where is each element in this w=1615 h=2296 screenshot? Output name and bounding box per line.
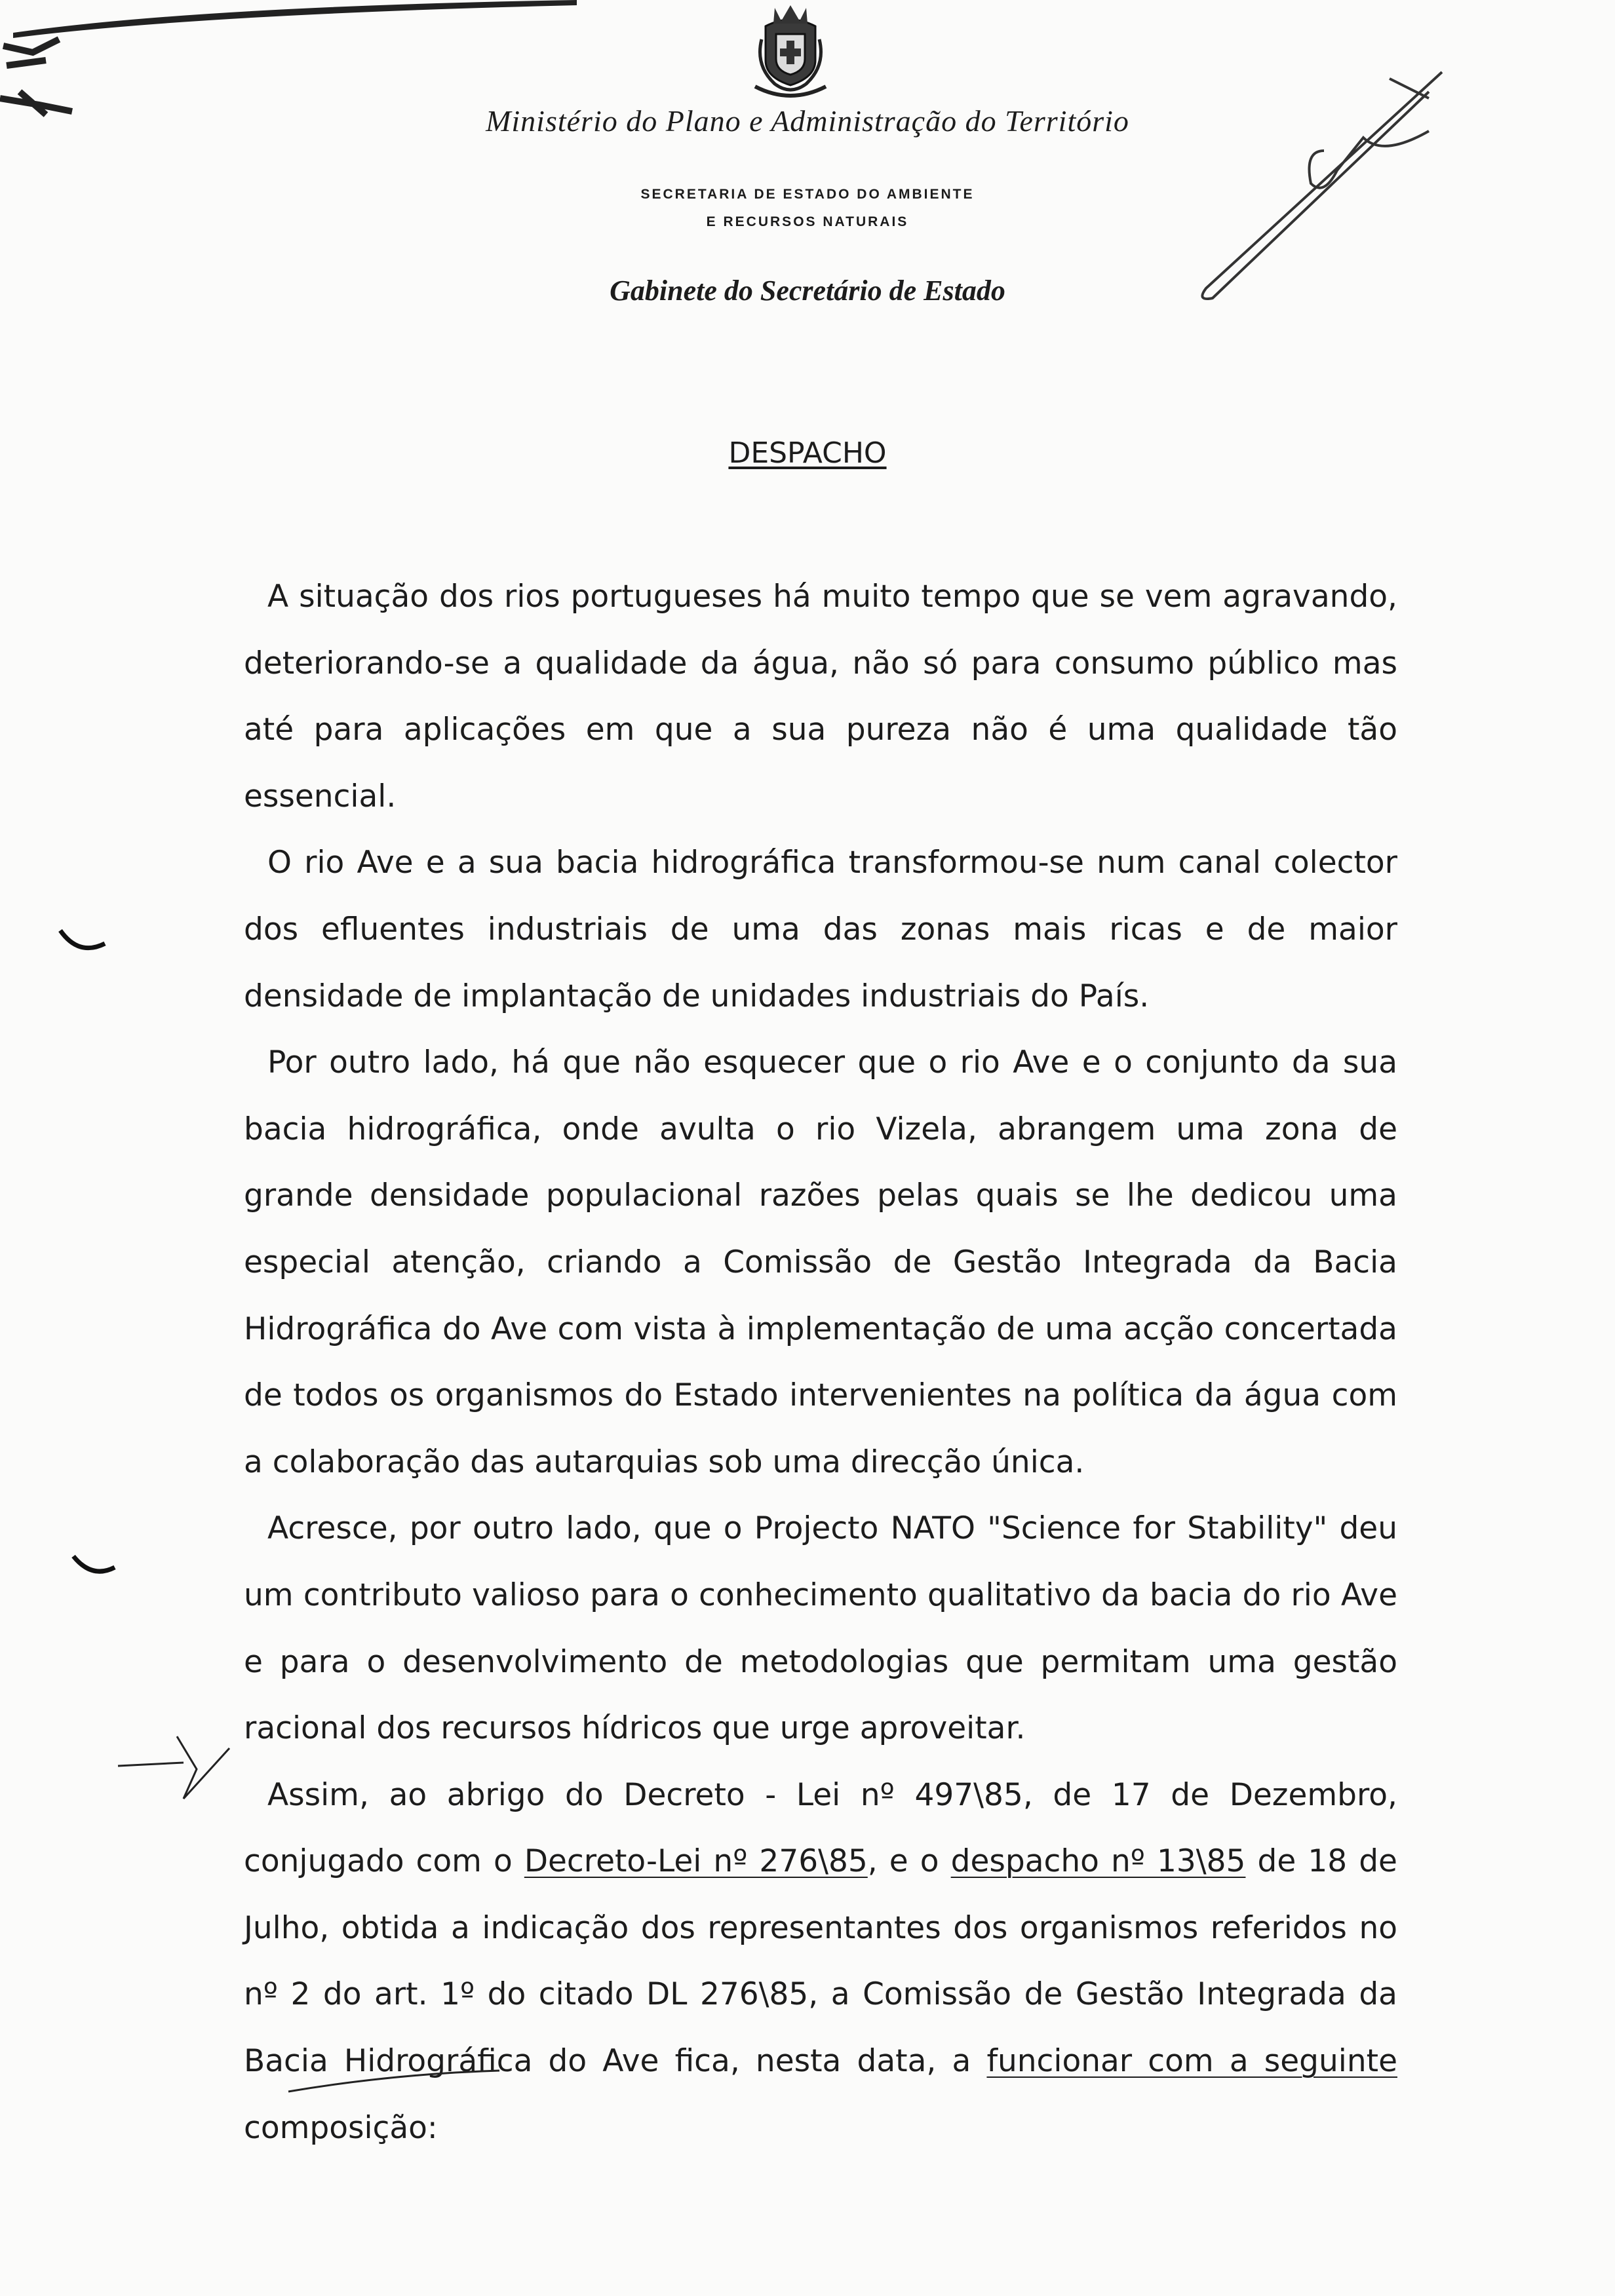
- paragraph-1: A situação dos rios portugueses há muito tempo que se vem agravando, deteriorando-se a qualidade da água, não só para consumo público mas até para aplicações em que a sua pureza não é uma qualidade tão essencial.: [244, 579, 1397, 814]
- document-title: DESPACHO: [728, 436, 887, 470]
- document-body: [244, 564, 1397, 2161]
- margin-arrow: [118, 1736, 229, 1799]
- paragraph-2: O rio Ave e a sua bacia hidrográfica transformou-se num canal colector dos efluentes industriais de uma das zonas mais ricas e de maior densidade de implantação de unidades industriais do País.: [244, 845, 1397, 1014]
- margin-hook-1: [60, 930, 105, 948]
- secretaria-line-2: E RECURSOS NATURAIS: [706, 214, 909, 229]
- p5-despacho-ref: despacho nº 13\85: [950, 1843, 1246, 1880]
- coat-of-arms-icon: [742, 0, 839, 98]
- ministry-name: Ministério do Plano e Administração do Território: [486, 104, 1129, 138]
- secretaria-line-1: SECRETARIA DE ESTADO DO AMBIENTE: [640, 187, 975, 202]
- p5-decree-ref: Decreto-Lei nº 276\85: [524, 1843, 868, 1880]
- p5-part-a: Assim, ao abrigo do Decreto - Lei nº 497\85, de 17 de Dezembro, conjugado com o: [244, 1776, 1397, 1880]
- p5-part-e: de 18 de Julho, obtida a indicação dos representantes dos organismos referidos no nº 2 do art. 1º do citado DL 276\85, a Comissão de Gestão Integrada da Bacia Hidrográfica do Ave fica, nesta data, a: [244, 1843, 1397, 2080]
- p5-part-g: composição:: [244, 2109, 438, 2146]
- paragraph-5: [244, 1762, 1397, 2162]
- secretaria-heading: [0, 181, 1615, 236]
- top-edge-smudge: [13, 0, 577, 38]
- paragraph-4: Acresce, por outro lado, que o Projecto NATO "Science for Stability" deu um contributo valioso para o conhecimento qualitativo da bacia do rio Ave e para o desenvolvimento de metodologias que permitam uma gestão racional dos recursos hídricos que urge aproveitar.: [244, 1510, 1397, 1747]
- paragraph-3: Por outro lado, há que não esquecer que o rio Ave e o conjunto da sua bacia hidrográfica, onde avulta o rio Vizela, abrangem uma zona de grande densidade populacional razões pelas quais se lhe dedicou uma especial atenção, criando a Comissão de Gestão Integrada da Bacia Hidrográfica do Ave com vista à implementação de uma acção concertada de todos os organismos do Estado intervenientes na política da água com a colaboração das autarquias sob uma direcção única.: [244, 1044, 1397, 1480]
- gabinete-heading: Gabinete do Secretário de Estado: [610, 275, 1005, 307]
- p5-part-c: , e o: [867, 1843, 951, 1880]
- p5-underlined-phrase: funcionar com a seguinte: [986, 2043, 1397, 2080]
- margin-hook-2: [73, 1556, 115, 1571]
